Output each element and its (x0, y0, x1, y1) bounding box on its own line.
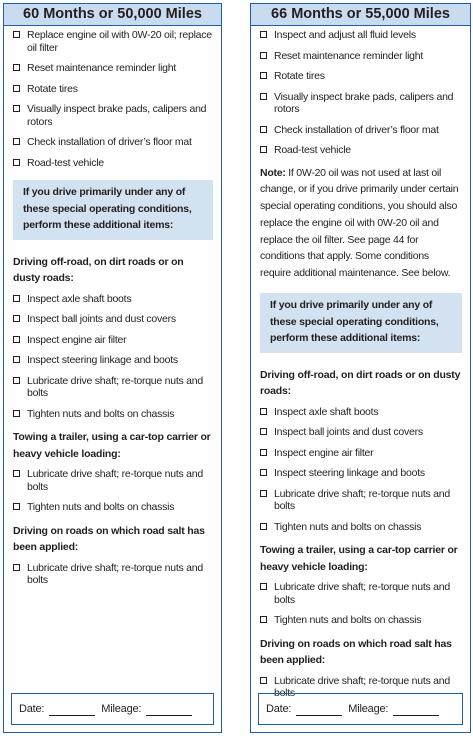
checkbox-icon[interactable] (13, 159, 20, 166)
section-title: Driving off-road, on dirt roads or on dusty roads: (260, 368, 461, 398)
checklist-item-label: Inspect steering linkage and boots (27, 354, 178, 366)
checkbox-icon[interactable] (13, 356, 20, 363)
checklist-item (260, 144, 462, 157)
maintenance-card-60-months (3, 3, 222, 733)
mileage-blank[interactable] (146, 705, 192, 716)
checkbox-icon[interactable] (13, 105, 20, 112)
checklist-item (260, 467, 462, 480)
checkbox-icon[interactable] (13, 64, 20, 71)
sections (13, 254, 213, 596)
checkbox-icon[interactable] (260, 31, 267, 38)
date-label: Date: (19, 703, 45, 715)
checklist-item (13, 408, 213, 421)
checkbox-icon[interactable] (13, 503, 20, 510)
checklist-item (13, 468, 213, 493)
checkbox-icon[interactable] (260, 126, 267, 133)
checklist-item-label: Road-test vehicle (27, 156, 104, 169)
checklist-item (13, 136, 213, 149)
section-title: Driving on roads on which road salt has been applied: (13, 524, 205, 553)
checklist-item-label: Check installation of driver’s floor mat (27, 136, 192, 148)
checklist-item-label: Check installation of driver’s floor mat (274, 123, 439, 136)
checklist-item-label: Inspect engine air filter (274, 446, 374, 459)
checklist-item (260, 447, 462, 460)
section-checklist (260, 581, 462, 627)
section-title: Driving off-road, on dirt roads or on dusty roads: (13, 255, 184, 284)
checkbox-icon[interactable] (260, 93, 267, 100)
checklist-item (13, 354, 213, 367)
note-paragraph (260, 165, 462, 283)
checkbox-icon[interactable] (260, 449, 267, 456)
checkbox-icon[interactable] (13, 470, 20, 477)
checklist-item-label: Lubricate drive shaft; re-torque nuts and bolts (27, 374, 203, 399)
checklist-item-label: Tighten nuts and bolts on chassis (274, 520, 422, 533)
checkbox-icon[interactable] (260, 428, 267, 435)
condition-section (13, 429, 213, 523)
checklist-item (260, 406, 462, 419)
checklist (13, 29, 213, 169)
checklist-item-label: Lubricate drive shaft; re-torque nuts and bolts (274, 581, 450, 606)
checklist-item-label: Visually inspect brake pads, calipers and rotors (274, 90, 454, 115)
checklist-item (13, 313, 213, 326)
checklist-item-label: Inspect steering linkage and boots (274, 467, 425, 480)
checklist-item-label: Inspect axle shaft boots (27, 292, 132, 305)
checkbox-icon[interactable] (260, 146, 267, 153)
date-blank[interactable] (296, 705, 342, 716)
checklist-item-label: Lubricate drive shaft; re-torque nuts and bolts (274, 487, 450, 513)
section-title: Towing a trailer, using a car-top carrier or heavy vehicle loading: (13, 431, 211, 460)
checklist-item (13, 83, 213, 96)
date-blank[interactable] (49, 705, 95, 716)
checklist-item-label: Reset maintenance reminder light (274, 49, 423, 62)
special-conditions-callout: If you drive primarily under any of these special operating conditions, perform these additional items: (260, 293, 462, 353)
card-title: 66 Months or 55,000 Miles (251, 4, 470, 26)
checkbox-icon[interactable] (260, 583, 267, 590)
checklist-item (13, 375, 213, 400)
checklist-item-label: Rotate tires (27, 82, 78, 95)
checkbox-icon[interactable] (260, 616, 267, 623)
condition-section (260, 542, 462, 636)
checklist-item (260, 488, 462, 513)
checklist-item (260, 124, 462, 137)
checklist-item-label: Tighten nuts and bolts on chassis (27, 407, 175, 420)
section-title: Driving on roads on which road salt has been applied: (260, 637, 452, 667)
checkbox-icon[interactable] (13, 410, 20, 417)
checklist-item (260, 70, 462, 83)
checklist-item (260, 91, 462, 116)
date-mileage-box (11, 693, 214, 725)
condition-section (13, 254, 213, 430)
mileage-label: Mileage: (348, 703, 389, 715)
condition-section (260, 367, 462, 543)
checkbox-icon[interactable] (260, 490, 267, 497)
checklist-item-label: Tighten nuts and bolts on chassis (274, 614, 422, 627)
mileage-label: Mileage: (101, 703, 142, 715)
card-title: 60 Months or 50,000 Miles (4, 4, 221, 26)
checklist (260, 29, 462, 157)
section-checklist (13, 468, 213, 514)
section-title: Towing a trailer, using a car-top carrier or heavy vehicle loading: (260, 544, 458, 573)
checkbox-icon[interactable] (260, 52, 267, 59)
checklist-item-label: Inspect engine air filter (27, 333, 127, 346)
checklist-item-label: Road-test vehicle (274, 144, 351, 156)
checklist-item (13, 29, 213, 54)
checklist-item (13, 293, 213, 306)
checkbox-icon[interactable] (13, 564, 20, 571)
checkbox-icon[interactable] (13, 138, 20, 145)
sections (260, 367, 462, 709)
checkbox-icon[interactable] (260, 677, 267, 684)
maintenance-card-66-months (250, 3, 471, 733)
special-conditions-callout: If you drive primarily under any of these special operating conditions, perform these additional items: (13, 180, 213, 240)
checkbox-icon[interactable] (13, 377, 20, 384)
checklist-item (260, 581, 462, 606)
checklist-item (13, 62, 213, 75)
note-label: Note: (260, 166, 286, 179)
checklist-item-label: Rotate tires (274, 70, 325, 82)
checkbox-icon[interactable] (13, 315, 20, 322)
card-body (4, 26, 221, 596)
date-label: Date: (266, 703, 292, 715)
checklist-item-label: Inspect axle shaft boots (274, 405, 379, 418)
checklist-item-label: Inspect and adjust all fluid levels (274, 29, 416, 41)
checkbox-icon[interactable] (260, 523, 267, 530)
checklist-item-label: Lubricate drive shaft; re-torque nuts and bolts (27, 561, 203, 586)
checklist-item (260, 29, 462, 42)
checklist-item-label: Lubricate drive shaft; re-torque nuts and bolts (27, 468, 203, 493)
checkbox-icon[interactable] (260, 469, 267, 476)
checkbox-icon[interactable] (13, 336, 20, 343)
checkbox-icon[interactable] (260, 408, 267, 415)
checklist-item (13, 501, 213, 514)
checklist-item-label: Inspect ball joints and dust covers (27, 313, 176, 325)
checklist-item (13, 334, 213, 347)
checkbox-icon[interactable] (13, 31, 20, 38)
checklist-item (260, 521, 462, 534)
section-checklist (13, 293, 213, 421)
condition-section (13, 523, 213, 596)
checklist-item-label: Replace engine oil with 0W-20 oil; replace oil filter (27, 29, 212, 54)
section-checklist (260, 406, 462, 534)
checklist-item (260, 50, 462, 63)
checklist-item (13, 562, 213, 587)
checklist-item (13, 157, 213, 170)
checkbox-icon[interactable] (13, 295, 20, 302)
checkbox-icon[interactable] (260, 72, 267, 79)
checklist-item (260, 426, 462, 439)
checklist-item-label: Inspect ball joints and dust covers (274, 426, 423, 439)
date-mileage-box (258, 693, 463, 725)
checklist-item-label: Visually inspect brake pads, calipers and rotors (27, 103, 207, 128)
checklist-item (260, 614, 462, 627)
mileage-blank[interactable] (393, 705, 439, 716)
checklist-item-label: Tighten nuts and bolts on chassis (27, 501, 175, 513)
checklist-item-label: Lubricate drive shaft; re-torque nuts and bolts (274, 674, 450, 700)
checklist-item (13, 103, 213, 128)
note-text: If 0W-20 oil was not used at last oil change, or if you drive primarily under certain special operating conditions, you should also replace the engine oil with 0W-20 oil and replace the oil filter. See page 44 for conditions that apply. Some conditions require additional maintenance. See below. (260, 166, 459, 280)
checklist-item-label: Reset maintenance reminder light (27, 62, 176, 74)
card-body (251, 26, 470, 709)
section-checklist (13, 562, 213, 587)
checkbox-icon[interactable] (13, 85, 20, 92)
